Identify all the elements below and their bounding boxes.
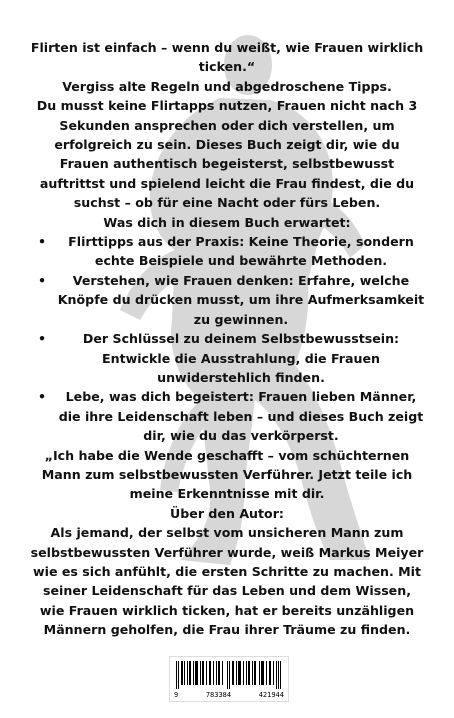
expect-heading: Was dich in diesem Buch erwartet: xyxy=(103,214,351,230)
author-line: Als jemand, der selbst vom unsicheren Mann zum xyxy=(50,525,404,541)
bullet-line: die ihre Leidenschaft leben – und dieses Buch zeigt xyxy=(58,408,424,424)
intro-line: Sekunden ansprechen oder dich verstellen, um xyxy=(59,117,395,133)
barcode-digits xyxy=(174,691,284,699)
author-line: selbstbewussten Verführer wurde, weiß Markus Meiyer xyxy=(30,544,424,560)
barcode-group-1: 783384 xyxy=(205,691,232,699)
quote-paragraph xyxy=(24,446,430,504)
intro-line: erfolgreich zu sein. Dieses Buch zeigt dir, wie du xyxy=(54,137,400,153)
bullet-line: Lebe, was dich begeistert: Frauen lieben Männer, xyxy=(65,389,417,405)
bullet-marker: • xyxy=(38,234,47,250)
author-paragraph xyxy=(24,523,430,639)
intro-line: suchst – ob für eine Nacht oder fürs Leben. xyxy=(73,195,381,211)
intro-line: Frauen authentisch begeisterst, selbstbewusst xyxy=(59,156,395,172)
bullet-list xyxy=(24,232,430,445)
author-line: Männern geholfen, die Frau ihrer Träume zu finden. xyxy=(43,622,411,638)
back-cover-text xyxy=(24,38,430,640)
bullet-item xyxy=(24,387,430,445)
author-heading: Über den Autor: xyxy=(170,505,284,521)
intro-paragraph xyxy=(24,38,430,213)
intro-line: ticken.“ xyxy=(198,59,256,75)
bullet-line: Der Schlüssel zu deinem Selbstbewusstsein: xyxy=(82,331,400,347)
intro-line: Vergiss alte Regeln und abgedroschene Tipps. xyxy=(62,78,392,94)
bullet-line: zu gewinnen. xyxy=(193,311,289,327)
bullet-item xyxy=(24,232,430,271)
bullet-line: Verstehen, wie Frauen denken: Erfahre, welche xyxy=(72,272,410,288)
intro-line: Du musst keine Flirtapps nutzen, Frauen nicht nach 3 xyxy=(36,98,418,114)
bullet-line: Entwickle die Ausstrahlung, die Frauen xyxy=(102,350,380,366)
bullet-item xyxy=(24,271,430,329)
author-line: wie Frauen wirklich ticken, hat er bereits unzähligen xyxy=(39,602,415,618)
author-line: wie es sich anfühlt, die ersten Schritte zu machen. Mit xyxy=(33,563,421,579)
quote-line: meine Erkenntnisse mit dir. xyxy=(129,486,325,502)
bullet-line: dir, wie du das verkörperst. xyxy=(143,428,339,444)
intro-line: Flirten ist einfach – wenn du weißt, wie Frauen wirklich xyxy=(30,40,424,55)
bullet-marker: • xyxy=(38,272,47,288)
intro-line: auftrittst und spielend leicht die Frau findest, die du xyxy=(39,175,415,191)
barcode-bars-image xyxy=(176,661,282,689)
bullet-line: Flirttipps aus der Praxis: Keine Theorie, sondern xyxy=(68,234,414,250)
quote-line: „Ich habe die Wende geschafft – vom schüchternen xyxy=(44,447,410,463)
quote-line: Mann zum selbstbewussten Verführer. Jetzt teile ich xyxy=(41,466,413,482)
bullet-marker: • xyxy=(38,331,47,347)
author-line: seiner Leidenschaft für das Leben und dem Wissen, xyxy=(43,583,411,599)
isbn-barcode xyxy=(169,656,289,702)
barcode-lead-digit: 9 xyxy=(174,691,179,699)
bullet-item xyxy=(24,329,430,387)
bullet-line: unwiderstehlich finden. xyxy=(157,369,325,385)
bullet-line: echte Beispiele und bewährte Methoden. xyxy=(94,253,388,269)
barcode-group-2: 421944 xyxy=(258,691,284,699)
bullet-line: Knöpfe du drücken musst, um ihre Aufmerksamkeit xyxy=(57,292,425,308)
bullet-marker: • xyxy=(38,389,47,405)
